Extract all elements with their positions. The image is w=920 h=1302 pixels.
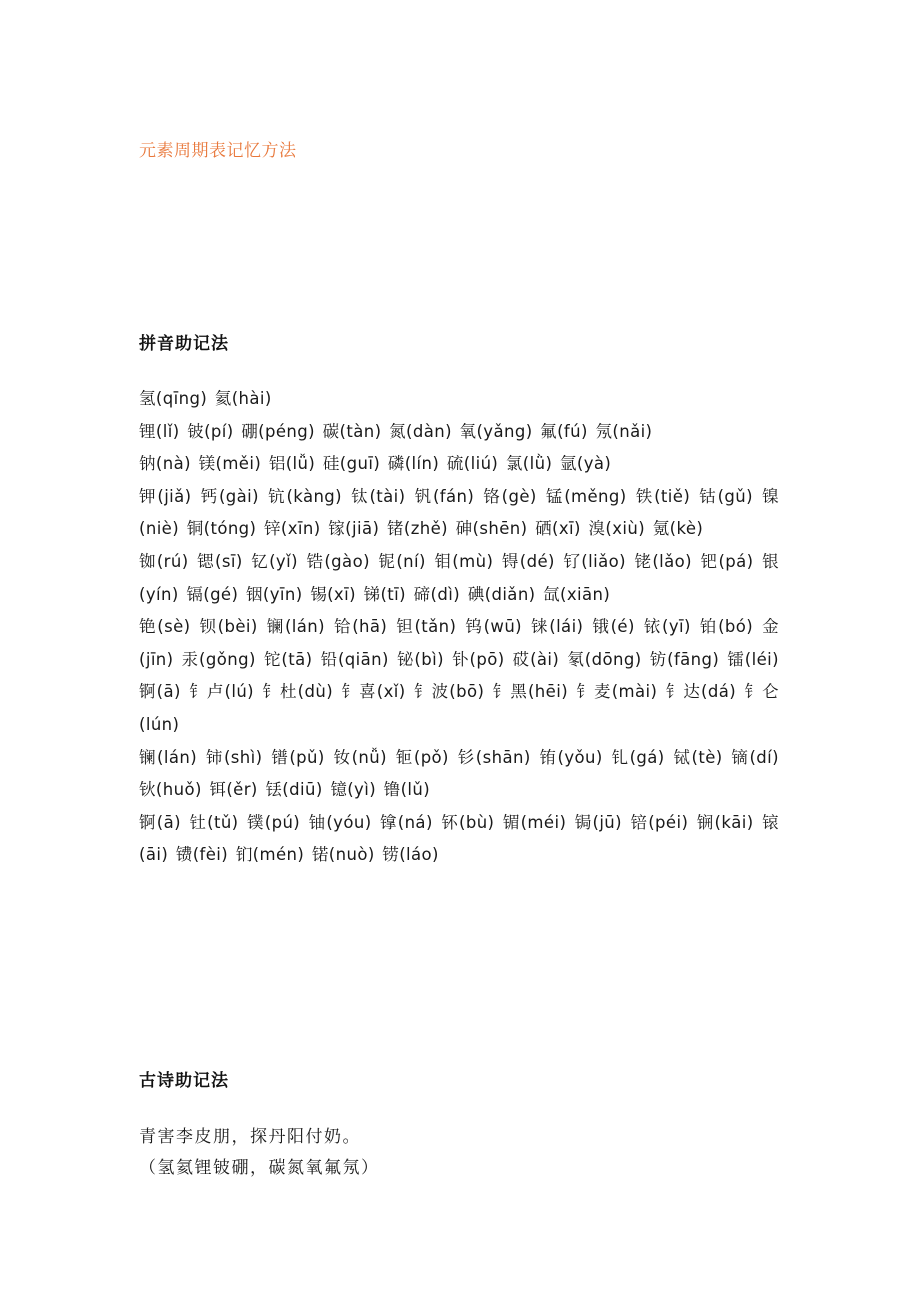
pinyin-paragraph-period-2: 锂(lǐ) 铍(pí) 硼(péng) 碳(tàn) 氮(dàn) 氧(yǎng) 氟(fú) 氖(nǎi) (139, 421, 653, 441)
pinyin-paragraph-period-4: 钾(jiǎ) 钙(gài) 钪(kàng) 钛(tài) 钒(fán) 铬(gè) 锰(měng) 铁(tiě) 钴(gǔ) 镍(niè) 铜(tóng) 锌(xīn) 镓(jiā) 锗(zhě) 砷(shēn) 硒(xī) 溴(xiù) 氪(kè) (139, 486, 779, 539)
pinyin-paragraph-period-5: 铷(rú) 锶(sī) 钇(yǐ) 锆(gào) 铌(ní) 钼(mù) 锝(dé) 钌(liǎo) 铑(lǎo) 钯(pá) 银(yín) 镉(gé) 铟(yīn) 锡(xī) 锑(tī) 碲(dì) 碘(diǎn) 氙(xiān) (139, 551, 779, 604)
pinyin-section-heading: 拼音助记法 (139, 334, 229, 354)
poem-line: 青害李皮朋，探丹阳付奶。 (139, 1127, 361, 1147)
pinyin-paragraph-lanthanides: 镧(lán) 铈(shì) 镨(pǔ) 钕(nǚ) 钷(pǒ) 钐(shān) 铕(yǒu) 钆(gá) 铽(tè) 镝(dí) 钬(huǒ) 铒(ěr) 铥(diū) 镱(yì) 镥(lǔ) (139, 747, 779, 800)
pinyin-paragraph-period-3: 钠(nà) 镁(měi) 铝(lǚ) 硅(guī) 磷(lín) 硫(liú) 氯(lǜ) 氩(yà) (139, 454, 612, 474)
document-title: 元素周期表记忆方法 (139, 141, 297, 161)
pinyin-paragraph-period-6-7: 铯(sè) 钡(bèi) 镧(lán) 铪(hā) 钽(tǎn) 钨(wū) 铼(lái) 锇(é) 铱(yī) 铂(bó) 金(jīn) 汞(gǒng) 铊(tā) 铅(qiān) 铋(bì) 钋(pō) 砹(ài) 氡(dōng) 钫(fāng) 镭(léi) 锕(ā) 钅卢(lú) 钅杜(dù) 钅喜(xǐ) 钅波(bō) 钅黑(hēi) 钅麦(mài) 钅达(dá) 钅仑(lún) (139, 617, 779, 734)
poem-block (139, 1122, 779, 1184)
poem-section-heading: 古诗助记法 (139, 1071, 229, 1091)
pinyin-element-list (139, 383, 779, 872)
poem-annotation-line: （氢氦锂铍硼，碳氮氧氟氖） (139, 1158, 380, 1178)
pinyin-paragraph-actinides: 锕(ā) 钍(tǔ) 镤(pú) 铀(yóu) 镎(ná) 钚(bù) 镅(méi) 锔(jū) 锫(péi) 锎(kāi) 锿(āi) 镄(fèi) 钔(mén) 锘(nuò) 铹(láo) (139, 812, 779, 865)
pinyin-paragraph-period-1: 氢(qīng) 氦(hài) (139, 389, 272, 408)
